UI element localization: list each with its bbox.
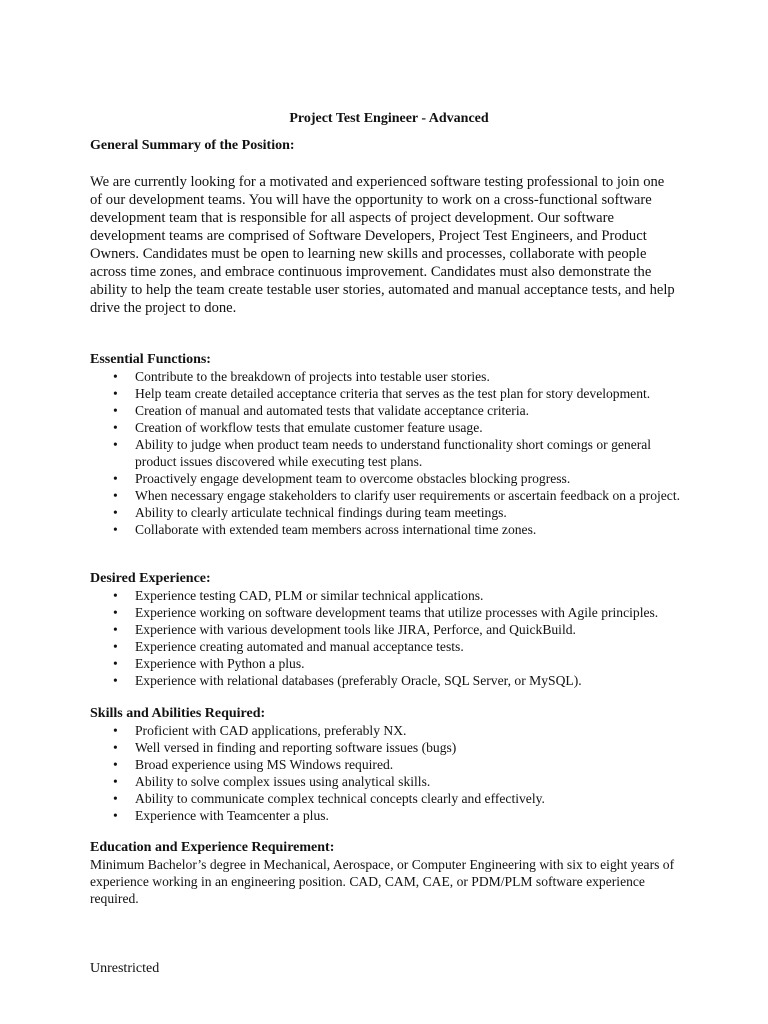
education-text: Minimum Bachelor’s degree in Mechanical, Aerospace, or Computer Engineering with six to eight years of experience working in an engineering position. CAD, CAM, CAE, or PDM/PLM software experience required. xyxy=(90,857,675,906)
list-item xyxy=(90,638,680,655)
list-item-text: Experience with Teamcenter a plus. xyxy=(135,808,329,823)
desired-experience-list xyxy=(90,587,680,689)
bullet-icon: • xyxy=(113,471,118,486)
education-heading: Education and Experience Requirement: xyxy=(90,840,335,855)
list-item-text: When necessary engage stakeholders to clarify user requirements or ascertain feedback on a project. xyxy=(135,488,681,503)
list-item xyxy=(90,807,680,824)
list-item xyxy=(90,604,680,621)
list-item-text: Experience with relational databases (preferably Oracle, SQL Server, or MySQL). xyxy=(135,673,582,688)
list-item xyxy=(90,722,680,739)
list-item-text: Experience with Python a plus. xyxy=(135,656,305,671)
list-item-text: Ability to judge when product team needs to understand functionality short comings or general product issues discovered while executing test plans. xyxy=(135,437,652,469)
essential-functions-section xyxy=(90,351,680,538)
list-item xyxy=(90,790,680,807)
list-item xyxy=(90,470,680,487)
list-item-text: Ability to clearly articulate technical findings during team meetings. xyxy=(135,505,507,520)
bullet-icon: • xyxy=(113,403,118,418)
document-body xyxy=(90,110,680,907)
bullet-icon: • xyxy=(113,488,118,503)
skills-section xyxy=(90,705,680,824)
list-item-text: Ability to solve complex issues using analytical skills. xyxy=(135,774,431,789)
list-item-text: Experience working on software development teams that utilize processes with Agile principles. xyxy=(135,605,659,620)
skills-list xyxy=(90,722,680,824)
bullet-icon: • xyxy=(113,791,118,806)
list-item xyxy=(90,368,680,385)
list-item xyxy=(90,587,680,604)
bullet-icon: • xyxy=(113,386,118,401)
bullet-icon: • xyxy=(113,723,118,738)
bullet-icon: • xyxy=(113,757,118,772)
list-item-text: Creation of workflow tests that emulate customer feature usage. xyxy=(135,420,483,435)
list-item xyxy=(90,621,680,638)
bullet-icon: • xyxy=(113,656,118,671)
list-item-text: Contribute to the breakdown of projects into testable user stories. xyxy=(135,369,490,384)
bullet-icon: • xyxy=(113,673,118,688)
list-item xyxy=(90,773,680,790)
bullet-icon: • xyxy=(113,774,118,789)
essential-functions-list xyxy=(90,368,680,538)
list-item xyxy=(90,487,680,504)
bullet-icon: • xyxy=(113,605,118,620)
list-item-text: Experience creating automated and manual acceptance tests. xyxy=(135,639,464,654)
desired-experience-heading: Desired Experience: xyxy=(90,571,211,586)
list-item-text: Help team create detailed acceptance criteria that serves as the test plan for story development. xyxy=(135,386,651,401)
bullet-icon: • xyxy=(113,420,118,435)
list-item-text: Well versed in finding and reporting software issues (bugs) xyxy=(135,740,457,755)
list-item xyxy=(90,385,680,402)
list-item xyxy=(90,436,680,470)
general-summary-section xyxy=(90,137,680,317)
list-item xyxy=(90,402,680,419)
document-title: Project Test Engineer - Advanced xyxy=(289,111,489,126)
bullet-icon: • xyxy=(113,639,118,654)
list-item-text: Broad experience using MS Windows required. xyxy=(135,757,394,772)
bullet-icon: • xyxy=(113,369,118,384)
bullet-icon: • xyxy=(113,505,118,520)
skills-heading: Skills and Abilities Required: xyxy=(90,706,266,721)
general-summary-text: We are currently looking for a motivated and experienced software testing professional to join one of our development teams. You will have the opportunity to work on a cross-functional software development team that is responsible for all aspects of project development. Our software development teams are comprised of Software Developers, Project Test Engineers, and Product Owners. Candidates must be open to learning new skills and processes, collaborate with people across time zones, and embrace continuous improvement. Candidates must also demonstrate the ability to help the team create testable user stories, automated and manual acceptance tests, and help drive the project to done. xyxy=(90,174,675,316)
list-item xyxy=(90,521,680,538)
list-item-text: Proactively engage development team to overcome obstacles blocking progress. xyxy=(135,471,571,486)
bullet-icon: • xyxy=(113,588,118,603)
list-item xyxy=(90,756,680,773)
list-item-text: Experience with various development tools like JIRA, Perforce, and QuickBuild. xyxy=(135,622,576,637)
education-section xyxy=(90,839,680,907)
list-item-text: Ability to communicate complex technical concepts clearly and effectively. xyxy=(135,791,545,806)
bullet-icon: • xyxy=(113,522,118,537)
list-item-text: Experience testing CAD, PLM or similar technical applications. xyxy=(135,588,484,603)
list-item xyxy=(90,419,680,436)
list-item-text: Proficient with CAD applications, preferably NX. xyxy=(135,723,407,738)
footer-classification: Unrestricted xyxy=(90,961,160,976)
general-summary-heading: General Summary of the Position: xyxy=(90,138,295,153)
essential-functions-heading: Essential Functions: xyxy=(90,352,211,367)
desired-experience-section xyxy=(90,570,680,689)
bullet-icon: • xyxy=(113,740,118,755)
bullet-icon: • xyxy=(113,622,118,637)
list-item xyxy=(90,739,680,756)
list-item xyxy=(90,655,680,672)
list-item xyxy=(90,672,680,689)
bullet-icon: • xyxy=(113,437,118,452)
list-item xyxy=(90,504,680,521)
list-item-text: Collaborate with extended team members across international time zones. xyxy=(135,522,537,537)
bullet-icon: • xyxy=(113,808,118,823)
list-item-text: Creation of manual and automated tests that validate acceptance criteria. xyxy=(135,403,530,418)
